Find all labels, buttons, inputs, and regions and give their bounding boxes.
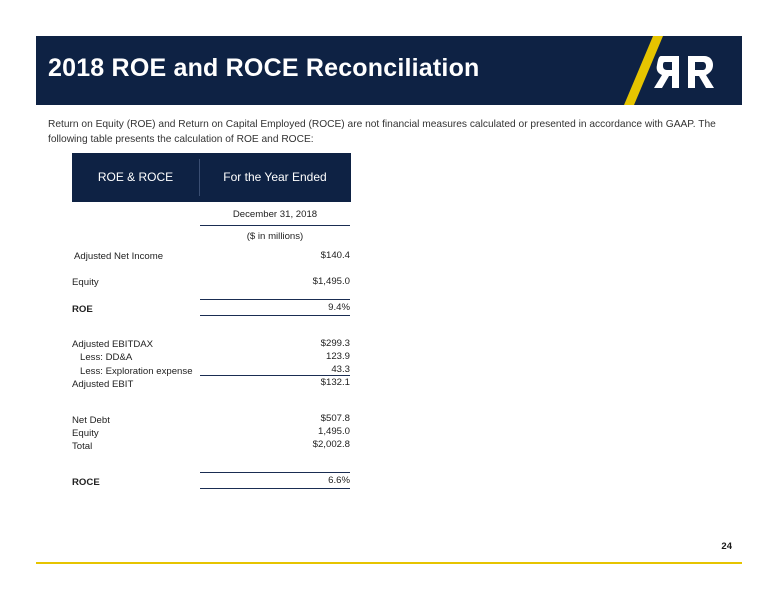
units-label: ($ in millions) xyxy=(246,231,304,242)
header-roe-roce: ROE & ROCE xyxy=(97,170,174,184)
row-value-adjusted-net-income: $140.4 xyxy=(320,250,350,261)
period-rule xyxy=(200,225,350,226)
roe-bottom-rule xyxy=(200,315,350,316)
row-label-equity-2: Equity xyxy=(72,428,99,439)
row-value-net-debt: $507.8 xyxy=(320,413,350,424)
table-header xyxy=(72,153,351,202)
rr-logo-icon xyxy=(654,54,716,90)
row-label-adjusted-net-income: Adjusted Net Income xyxy=(74,251,164,262)
row-value-adjusted-ebit: $132.1 xyxy=(320,377,350,388)
header-year-ended: For the Year Ended xyxy=(223,170,327,184)
row-value-equity: $1,495.0 xyxy=(312,276,350,287)
row-label-roe: ROE xyxy=(72,304,93,315)
period-label: December 31, 2018 xyxy=(232,209,318,220)
row-value-exploration-expense: 43.3 xyxy=(331,364,350,375)
row-label-net-debt: Net Debt xyxy=(72,415,110,426)
page-number: 24 xyxy=(721,541,732,552)
row-label-adjusted-ebit: Adjusted EBIT xyxy=(72,379,134,390)
row-value-equity-2: 1,495.0 xyxy=(317,426,350,437)
row-value-roce: 6.6% xyxy=(328,475,350,486)
row-value-adjusted-ebitdax: $299.3 xyxy=(320,338,350,349)
row-label-dda: Less: DD&A xyxy=(80,352,133,363)
row-label-roce: ROCE xyxy=(72,477,100,488)
row-label-adjusted-ebitdax: Adjusted EBITDAX xyxy=(72,339,154,350)
row-value-total: $2,002.8 xyxy=(312,439,350,450)
row-value-roe: 9.4% xyxy=(328,302,350,313)
row-label-equity: Equity xyxy=(72,277,99,288)
roce-bottom-rule xyxy=(200,488,350,489)
row-value-dda: 123.9 xyxy=(325,351,350,362)
row-label-exploration-expense: Less: Exploration expense xyxy=(80,366,193,377)
intro-paragraph: Return on Equity (ROE) and Return on Capital Employed (ROCE) are not financial measures calculated or presented in accordance with GAAP. The following table presents the calculation of ROE and ROCE: xyxy=(48,119,716,145)
row-label-total: Total xyxy=(72,441,93,452)
footer-line xyxy=(36,562,742,564)
page-title: 2018 ROE and ROCE Reconciliation xyxy=(48,54,480,82)
ebit-top-rule xyxy=(200,375,350,376)
roe-top-rule xyxy=(200,299,350,300)
roce-top-rule xyxy=(200,472,350,473)
